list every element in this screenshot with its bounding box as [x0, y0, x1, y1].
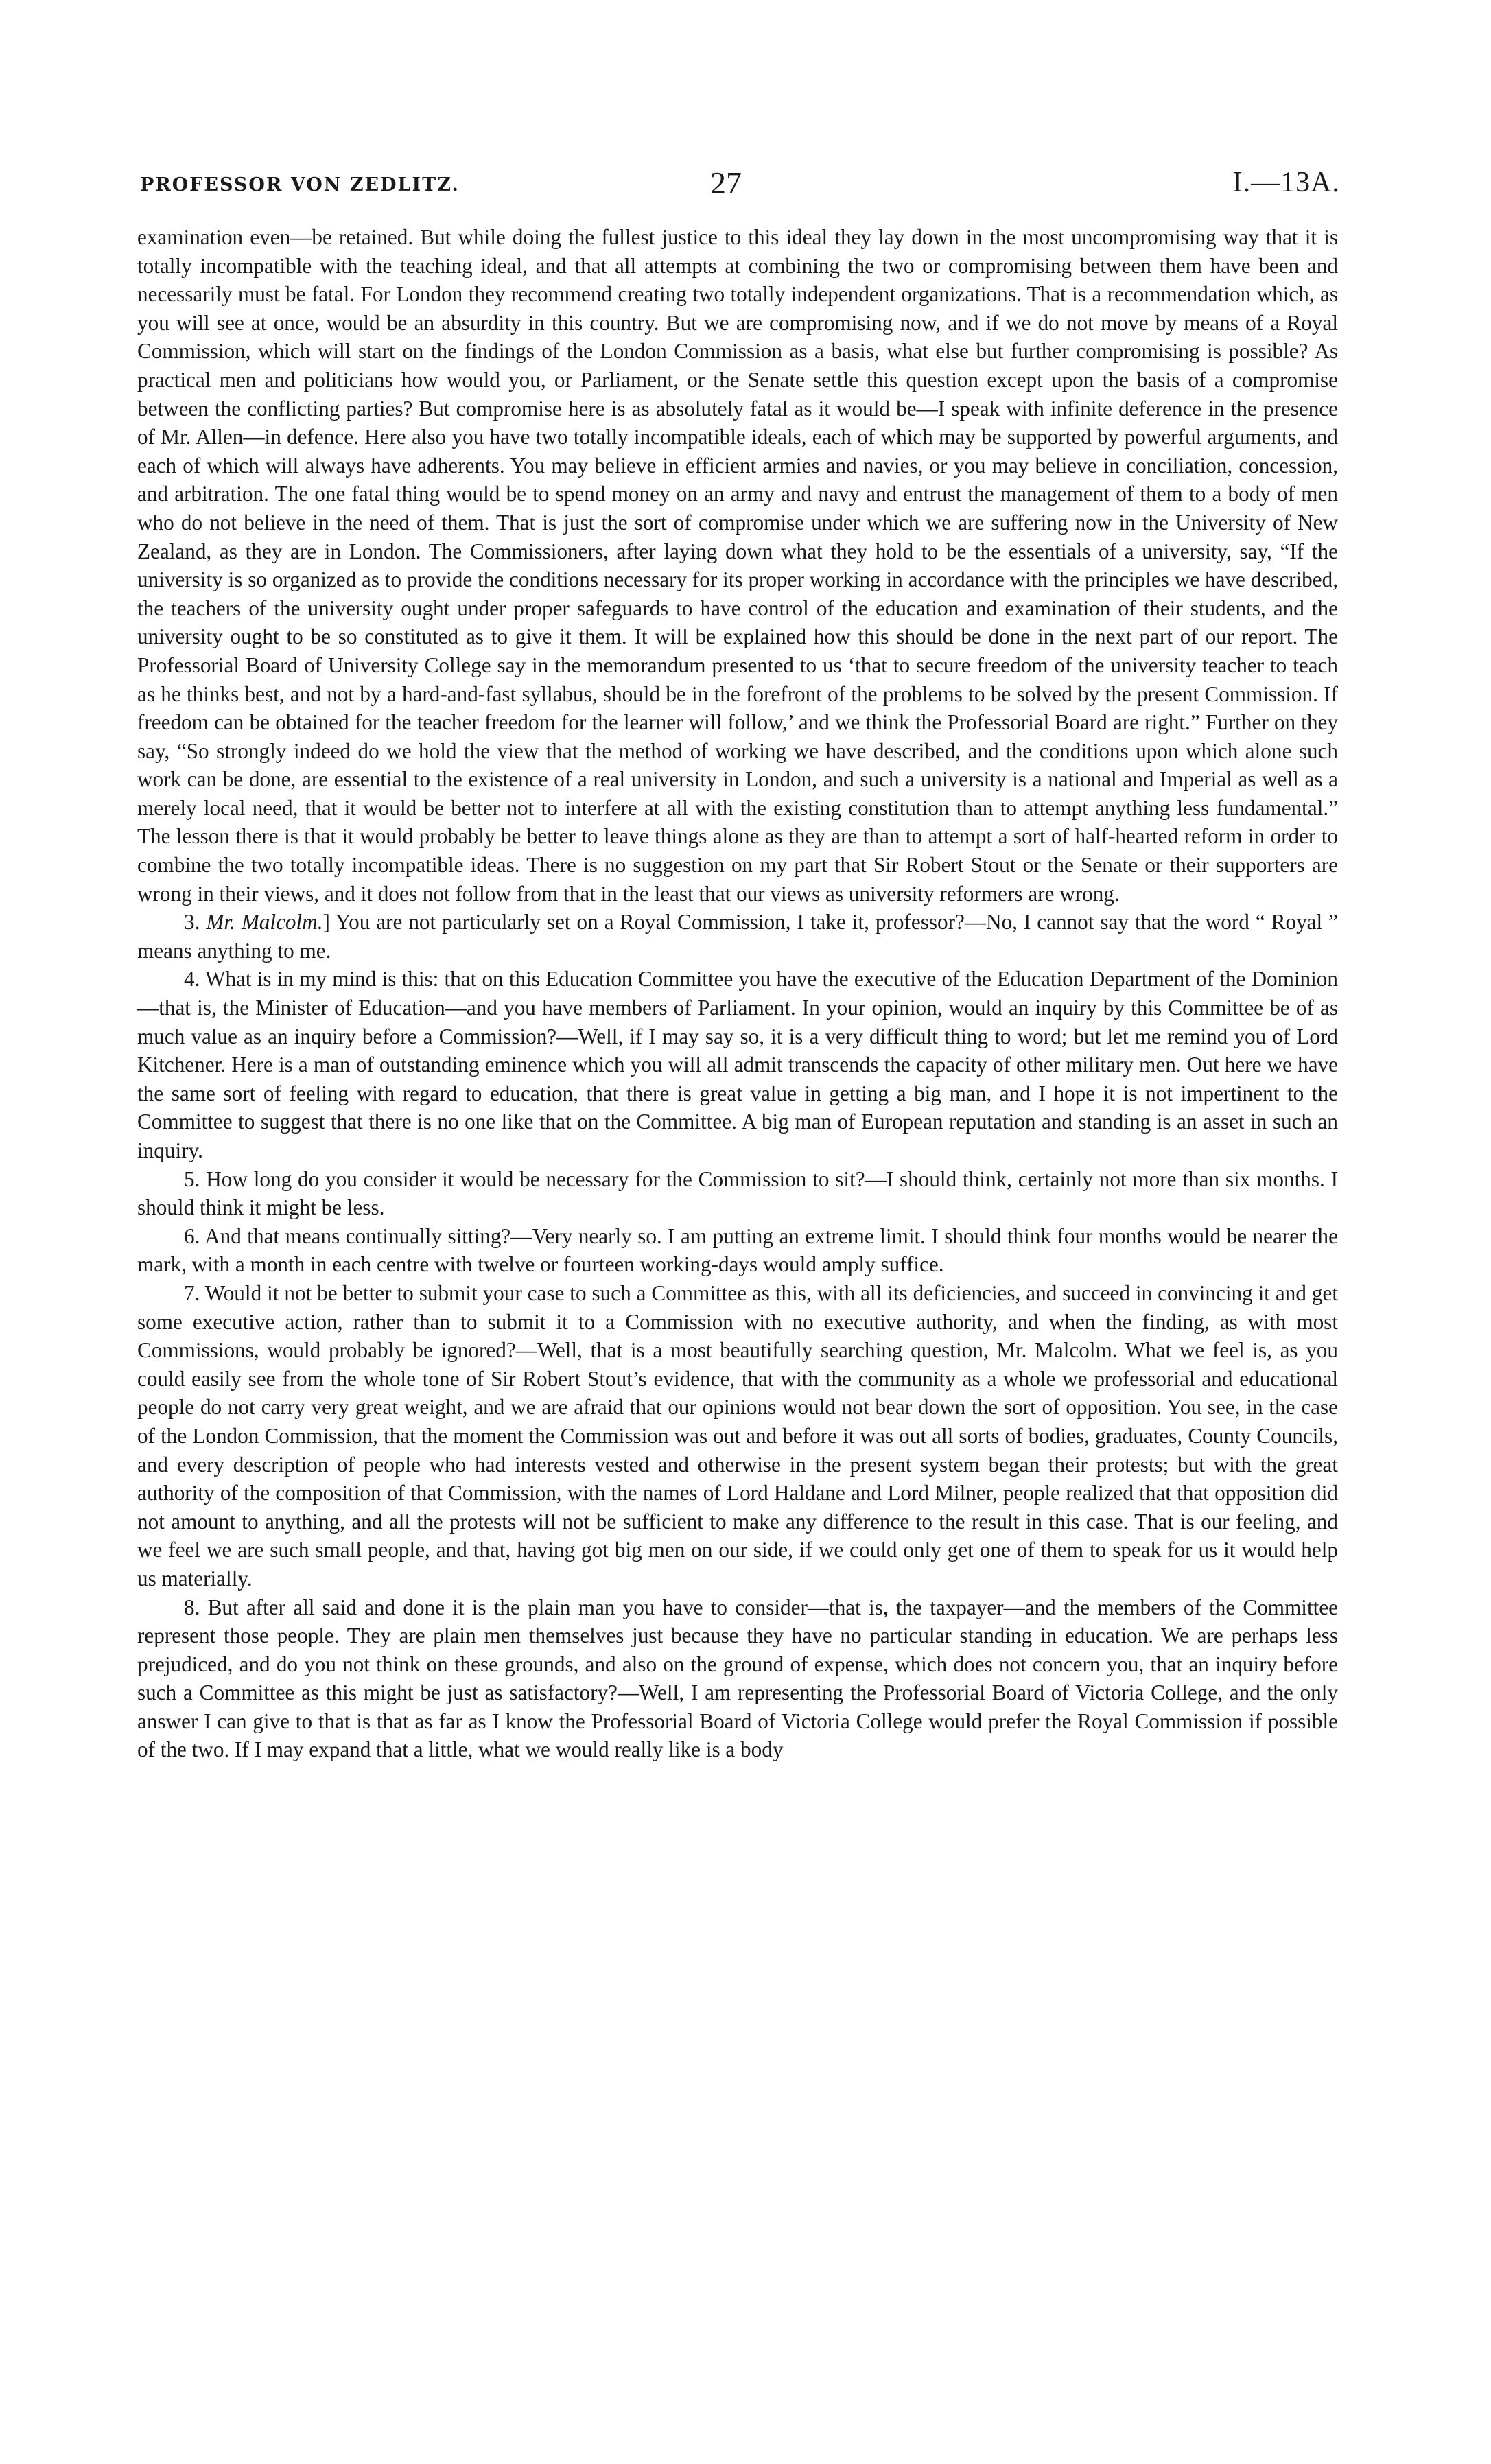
paragraph-question-4: 4. What is in my mind is this: that on this Education Committee you have the executive of the Education Department of the Dominion—that is, the Minister of Education—and you have members of Parliament. In your opinion, would an inquiry by this Committee be of as much value as an inquiry before a Commission?—Well, if I may say so, it is a very difficult thing to word; but let me remind you of Lord Kitchener. Here is a man of outstanding eminence which you will all admit transcends the capacity of other military men. Out here we have the same sort of feeling with regard to education, that there is great value in getting a big man, and I hope it is not impertinent to the Committee to suggest that there is no one like that on the Committee. A big man of European reputation and standing is an asset in such an inquiry. [137, 967, 1338, 1162]
body-text [137, 223, 1338, 1764]
paragraph-question-7: 7. Would it not be better to submit your case to such a Committee as this, with all its deficiencies, and succeed in convincing it and get some executive action, rather than to submit it to a Commission with no executive authority, and when the finding, as with most Commissions, would probably be ignored?—Well, that is a most beautifully searching question, Mr. Malcolm. What we feel is, as you could easily see from the whole tone of Sir Robert Stout’s evidence, that with the community as a whole we professorial and educational people do not carry very great weight, and we are afraid that our opinions would not bear down the sort of opposition. You see, in the case of the London Commission, that the moment the Commission was out and before it was out all sorts of bodies, graduates, County Councils, and every description of people who had interests vested and otherwise in the present system began their protests; but with the great authority of the composition of that Commission, with the names of Lord Haldane and Lord Milner, people realized that that opposition did not amount to anything, and all the protests will not be sufficient to make any difference to the result in this case. That is our feeling, and we feel we are such small people, and that, having got big men on our side, if we could only get one of them to speak for us it would help us materially. [137, 1280, 1338, 1591]
question-text: ] You are not particularly set on a Royal Commission, I take it, professor?—No, I cannot say that the word “ Royal ” means anything to me. [137, 910, 1339, 963]
paragraph-question-5: 5. How long do you consider it would be necessary for the Commission to sit?—I should think, certainly not more than six months. I should think it might be less. [137, 1166, 1338, 1220]
speaker-name: Mr. Malcolm. [206, 910, 323, 935]
question-number: 3. [184, 910, 200, 935]
paragraph-question-3 [137, 908, 1338, 965]
page-number: 27 [710, 165, 742, 200]
running-head-title: PROFESSOR VON ZEDLITZ. [140, 174, 460, 196]
paragraph-question-6: 6. And that means continually sitting?—Very nearly so. I am putting an extreme limit. I should think four months would be nearer the mark, with a month in each centre with twelve or fourteen working-days would amply suffice. [137, 1223, 1338, 1277]
running-head [0, 165, 1491, 206]
document-reference: I.—13A. [1232, 167, 1340, 198]
paragraph-question-8: 8. But after all said and done it is the plain man you have to consider—that is, the taxpayer—and the members of the Committee represent those people. They are plain men themselves just because they have no particular standing in education. We are perhaps less prejudiced, and do you not think on these grounds, and also on the ground of expense, which does not concern you, that an inquiry before such a Committee as this might be just as satisfactory?—Well, I am representing the Professorial Board of Victoria College, and the only answer I can give to that is that as far as I know the Professorial Board of Victoria College would prefer the Royal Commission if possible of the two. If I may expand that a little, what we would really like is a body [137, 1595, 1338, 1762]
paragraph-continuation: examination even—be retained. But while doing the fullest justice to this ideal they lay down in the most uncompromising way that it is totally incompatible with the teaching ideal, and that all attempts at combining the two or compromising between them have been and necessarily must be fatal. For London they recommend creating two totally independent organizations. That is a recommendation which, as you will see at once, would be an absurdity in this country. But we are compromising now, and if we do not move by means of a Royal Commission, which will start on the findings of the London Commission as a basis, what else but further compromising is possible? As practical men and politicians how would you, or Parliament, or the Senate settle this question except upon the basis of a compromise between the conflicting parties? But compromise here is as absolutely fatal as it would be—I speak with infinite deference in the presence of Mr. Allen—in defence. Here also you have two totally incompatible ideals, each of which may be supported by powerful arguments, and each of which will always have adherents. You may believe in efficient armies and navies, or you may believe in conciliation, concession, and arbitration. The one fatal thing would be to spend money on an army and navy and entrust the management of them to a body of men who do not believe in the need of them. That is just the sort of compromise under which we are suffering now in the University of New Zealand, as they are in London. The Commissioners, after laying down what they hold to be the essentials of a university, say, “If the university is so organized as to provide the conditions necessary for its proper working in accordance with the principles we have described, the teachers of the university ought under proper safeguards to have control of the education and examination of their students, and the university ought to be so constituted as to give it them. It will be explained how this should be done in the next part of our report. The Professorial Board of University College say in the memorandum presented to us ‘that to secure freedom of the university teacher to teach as he thinks best, and not by a hard-and-fast syllabus, should be in the forefront of the problems to be solved by the present Commission. If freedom can be obtained for the teacher freedom for the learner will follow,’ and we think the Professorial Board are right.” Further on they say, “So strongly indeed do we hold the view that the method of working we have described, and the conditions upon which alone such work can be done, are essential to the existence of a real university in London, and such a university is a national and Imperial as well as a merely local need, that it would be better not to interfere at all with the existing constitution than to attempt anything less fundamental.” The lesson there is that it would probably be better to leave things alone as they are than to attempt a sort of half-hearted reform in order to combine the two totally incompatible ideas. There is no suggestion on my part that Sir Robert Stout or the Senate or their supporters are wrong in their views, and it does not follow from that in the least that our views as university reformers are wrong. [137, 225, 1338, 906]
